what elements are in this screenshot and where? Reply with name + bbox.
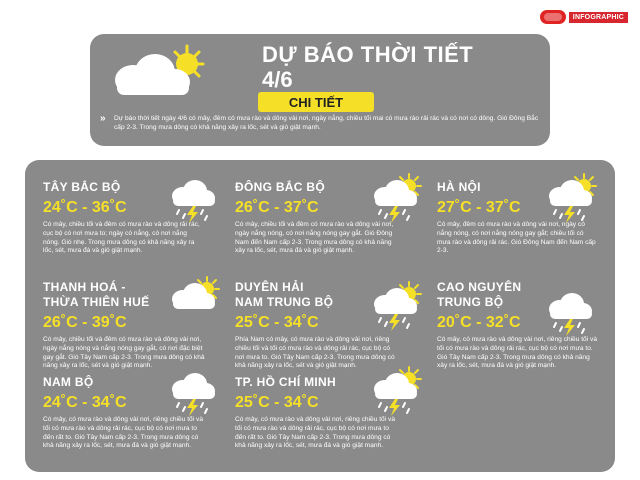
region-name-line: TP. HỒ CHÍ MINH <box>235 375 336 389</box>
region-description: Có mây, đêm có mưa rào và dông vài nơi, ngày có nắng nóng, có nơi nắng nóng gay gắt; chiều tối có mưa rào và dông rải rác. Gió Đông Nam đến Nam cấp 2-3. <box>437 221 596 255</box>
sun-cloud-rain-lightning-icon <box>365 280 425 337</box>
header-description-text: Dự báo thời tiết ngày 4/6 có mây, đêm có mưa rào và dông vài nơi, ngày nắng, chiều tối mai có mưa rào rải rác và có nơi có dông. Gió Đông Bắc cấp 2-3. Trong mưa dông có khả năng xảy ra lốc, sét và gió giật mạnh. <box>114 115 539 131</box>
region-temperature: 20˚C - 32˚C <box>437 314 521 331</box>
region-name-line: DUYÊN HẢI <box>235 280 304 294</box>
header-panel <box>90 34 550 146</box>
region-temperature: 27˚C - 37˚C <box>437 199 521 216</box>
sun-cloud-icon <box>95 42 210 102</box>
region-temperature: 25˚C - 34˚C <box>235 394 319 411</box>
regions-panel <box>25 160 615 472</box>
region-description: Có mây, có mưa rào và dông vài nơi, riêng chiều tối và tối có mưa rào và dông rải rác, cục bộ có nơi mưa to đến rất to. Gió Tây Nam cấp 2-3. Trong mưa dông có khả năng xảy ra lốc, sét, mưa đá và gió giật mạnh. <box>235 416 395 450</box>
region-name-line: ĐÔNG BẮC BỘ <box>235 180 325 194</box>
brand-logo-mark <box>540 10 566 24</box>
region-name-line: THANH HOÁ - <box>43 280 126 294</box>
sun-cloud-rain-lightning-icon <box>365 172 425 229</box>
region-temperature: 26˚C - 39˚C <box>43 314 127 331</box>
region-name-line: NAM TRUNG BỘ <box>235 295 334 309</box>
region-temperature: 24˚C - 36˚C <box>43 199 127 216</box>
region-description: Có mây, chiều tối và đêm có mưa rào và dông vài nơi, ngày nắng nóng và nắng nóng gay gắt, có nơi đặc biệt gay gắt. Gió Tây Nam cấp 2-3. Trong mưa dông có khả năng xảy ra lốc, sét và gió giật mạnh. <box>43 336 205 370</box>
cloud-rain-lightning-icon <box>163 365 223 422</box>
page-title: DỰ BÁO THỜI TIẾT <box>262 42 474 67</box>
region-name-line: THỪA THIÊN HUẾ <box>43 295 150 309</box>
brand-logo-tag: INFOGRAPHIC <box>569 12 628 23</box>
brand-logo <box>540 10 628 24</box>
detail-button[interactable]: CHI TIẾT <box>258 92 374 112</box>
page-date: 4/6 <box>262 67 293 92</box>
region-name-line: TRUNG BỘ <box>437 295 504 309</box>
region-temperature: 26˚C - 37˚C <box>235 199 319 216</box>
region-description: Có mây, có mưa rào và dông vài nơi, riêng chiều tối và tối có mưa rào và dông rải rác, cục bộ có nơi mưa to. Gió Tây Nam cấp 2-3. Trong mưa dông có khả năng xảy ra lốc, sét, mưa đá và gió giật mạnh. <box>437 336 597 370</box>
region-name-line: TÂY BẮC BỘ <box>43 180 121 194</box>
cloud-rain-lightning-icon <box>163 172 223 229</box>
sun-cloud-icon <box>163 275 223 332</box>
region-temperature: 24˚C - 34˚C <box>43 394 127 411</box>
sun-cloud-rain-lightning-icon <box>540 172 600 229</box>
header-description <box>100 113 544 132</box>
region-name-line: CAO NGUYÊN <box>437 280 522 294</box>
region-description: Có mây, chiều tối và đêm có mưa rào và dông rải rác, cục bộ có nơi mưa to; ngày có nắng, có nơi nắng nóng. Gió nhẹ. Trong mưa dông có khả năng xảy ra lốc, sét, mưa đá và gió giật mạnh. <box>43 221 200 255</box>
cloud-rain-lightning-icon <box>540 285 600 342</box>
region-description: Có mây, có mưa rào và dông vài nơi, riêng chiều tối và tối có mưa rào và dông rải rác, cục bộ có nơi mưa to đến rất to. Gió Tây Nam cấp 2-3. Trong mưa dông có khả năng xảy ra lốc, sét, mưa đá và gió giật mạnh. <box>43 416 203 450</box>
region-name-line: NAM BỘ <box>43 375 94 389</box>
double-chevron-right-icon: » <box>100 113 106 124</box>
region-name-line: HÀ NỘI <box>437 180 481 194</box>
region-temperature: 25˚C - 34˚C <box>235 314 319 331</box>
region-description: Phía Nam có mây, có mưa rào và dông vài nơi, riêng chiều tối và tối có mưa rào và dông rải rác, cục bộ có nơi mưa to. Gió Tây Nam cấp 2-3. Trong mưa dông có khả năng xảy ra lốc, sét và gió giật mạnh. <box>235 336 395 370</box>
region-description: Có mây, chiều tối và đêm có mưa rào và dông vài nơi, ngày nắng nóng, có nơi nắng nóng gay gắt. Gió Đông Nam đến Nam cấp 2-3. Trong mưa dông có khả năng xảy ra lốc, sét, mưa đá và gió giật mạnh. <box>235 221 394 255</box>
sun-cloud-rain-lightning-icon <box>365 365 425 422</box>
